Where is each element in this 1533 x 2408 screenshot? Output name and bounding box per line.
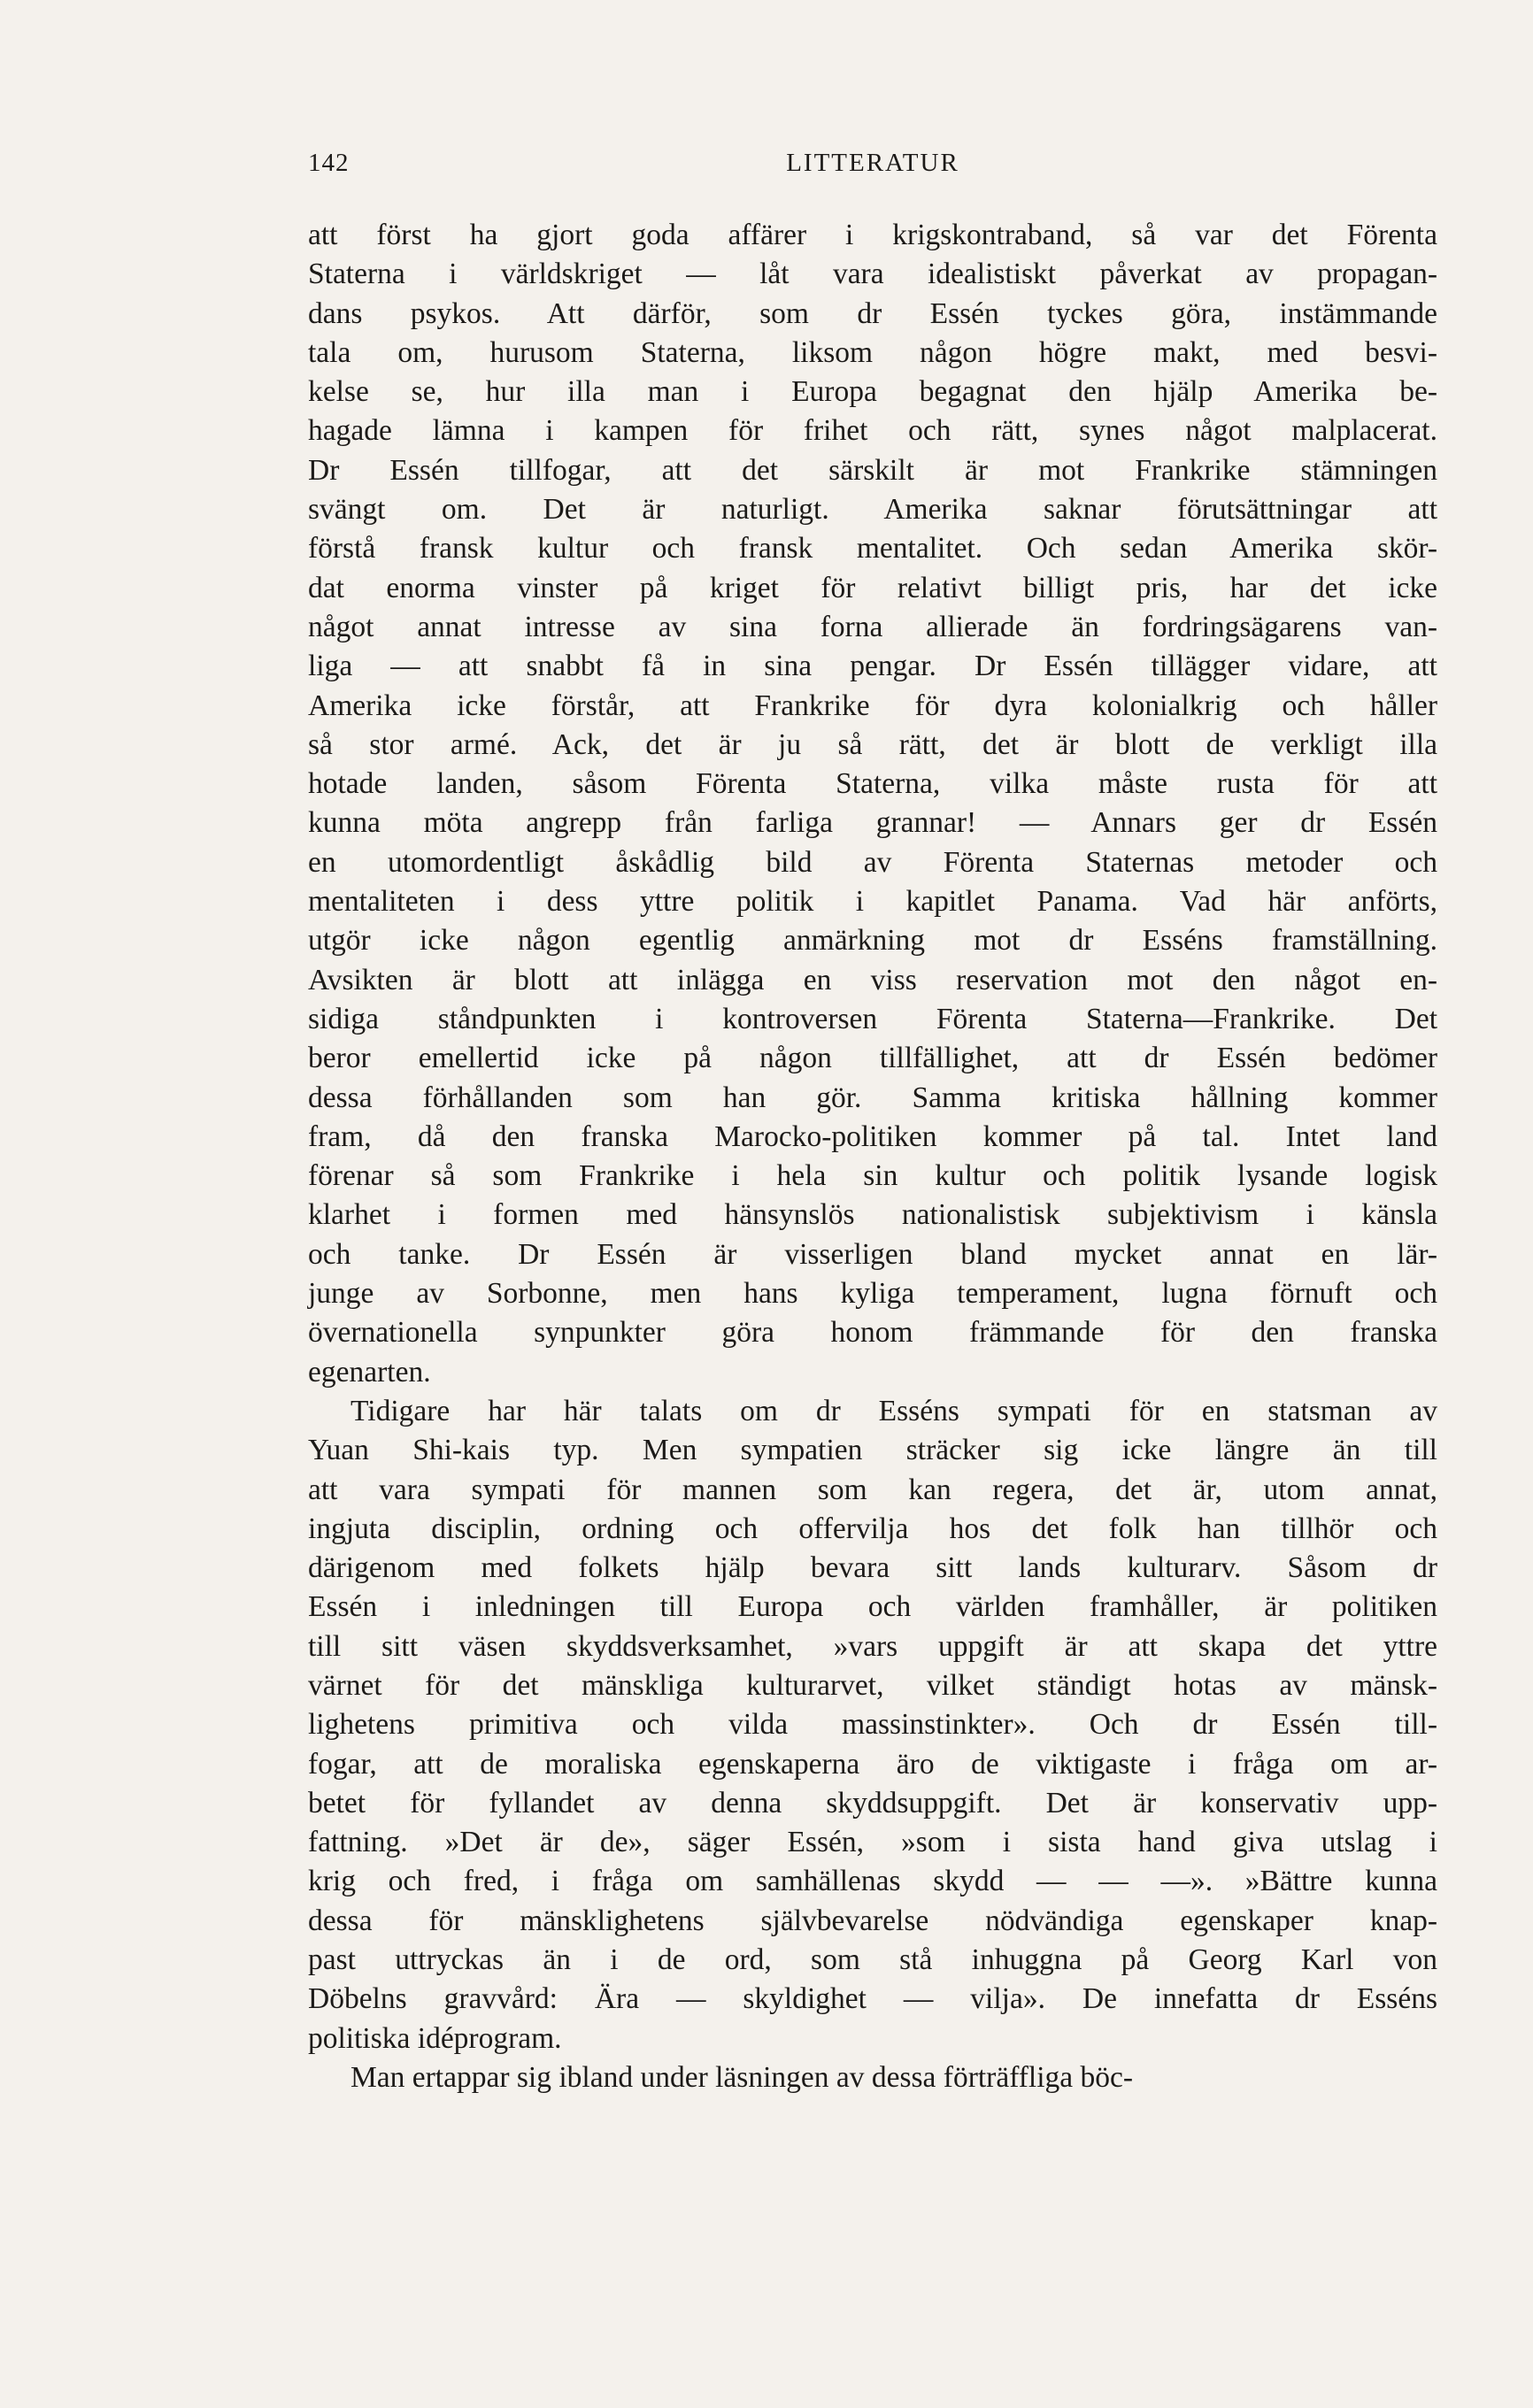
text-line: dat enorma vinster på kriget för relativt billigt pris, har det icke	[308, 571, 1437, 604]
text-line: politiska idéprogram.	[308, 2021, 562, 2055]
text-line: junge av Sorbonne, men hans kyliga temperament, lugna förnuft och	[308, 1277, 1437, 1311]
text-line: något annat intresse av sina forna allierade än fordringsägarens van-	[308, 610, 1437, 643]
text-line: Essén i inledningen till Europa och världen framhåller, är politiken	[308, 1590, 1437, 1624]
text-line: dessa för mänsklighetens självbevarelse nödvändiga egenskaper knap-	[308, 1904, 1437, 1937]
text-line: utgör icke någon egentlig anmärkning mot dr Esséns framställning.	[308, 924, 1437, 958]
text-line: och tanke. Dr Essén är visserligen bland mycket annat en lär-	[308, 1237, 1437, 1271]
text-line: en utomordentligt åskådlig bild av Förenta Staternas metoder och	[308, 845, 1437, 879]
text-line: Dr Essén tillfogar, att det särskilt är mot Frankrike stämningen	[308, 453, 1437, 487]
text-line: past uttryckas än i de ord, som stå inhuggna på Georg Karl von	[308, 1943, 1437, 1977]
text-line: betet för fyllandet av denna skyddsuppgift. Det är konservativ upp-	[308, 1786, 1437, 1819]
paragraph	[308, 1392, 1437, 2058]
text-line: lighetens primitiva och vilda massinstinkter». Och dr Essén till-	[308, 1708, 1437, 1742]
text-line: Avsikten är blott att inlägga en viss reservation mot den något en-	[308, 963, 1437, 996]
text-line: Döbelns gravvård: Ära — skyldighet — vilja». De innefatta dr Esséns	[308, 1982, 1437, 2016]
text-line: till sitt väsen skyddsverksamhet, »vars uppgift är att skapa det yttre	[308, 1629, 1437, 1663]
text-line: sidiga ståndpunkten i kontroversen Förenta Staterna—Frankrike. Det	[308, 1002, 1437, 1035]
text-line: dessa förhållanden som han gör. Samma kritiska hållning kommer	[308, 1081, 1437, 1114]
text-line: fogar, att de moraliska egenskaperna äro de viktigaste i fråga om ar-	[308, 1747, 1437, 1781]
text-line: hotade landen, såsom Förenta Staterna, vilka måste rusta för att	[308, 767, 1437, 801]
text-line: övernationella synpunkter göra honom främmande för den franska	[308, 1316, 1437, 1350]
text-line: att först ha gjort goda affärer i krigskontraband, så var det Förenta	[308, 219, 1437, 251]
text-line: fram, då den franska Marocko-politiken kommer på tal. Intet land	[308, 1119, 1437, 1153]
text-line: dans psykos. Att därför, som dr Essén tyckes göra, instämmande	[308, 296, 1437, 330]
text-line: därigenom med folkets hjälp bevara sitt lands kulturarv. Såsom dr	[308, 1551, 1437, 1585]
running-header	[308, 149, 1437, 184]
page-number: 142	[308, 149, 350, 177]
text-line: Man ertappar sig ibland under läsningen av dessa förträffliga böc-	[351, 2060, 1134, 2094]
body-text	[308, 216, 1437, 2097]
text-line: hagade lämna i kampen för frihet och rätt, synes något malplacerat.	[308, 414, 1437, 448]
text-line: Staterna i världskriget — låt vara idealistiskt påverkat av propagan-	[308, 258, 1437, 291]
text-line: egenarten.	[308, 1355, 431, 1389]
text-line: klarhet i formen med hänsynslös nationalistisk subjektivism i känsla	[308, 1198, 1437, 1232]
text-line: så stor armé. Ack, det är ju så rätt, det är blott de verkligt illa	[308, 727, 1437, 761]
text-line: ingjuta disciplin, ordning och offervilja hos det folk han tillhör och	[308, 1512, 1437, 1545]
text-line: kunna möta angrepp från farliga grannar! — Annars ger dr Essén	[308, 806, 1437, 840]
text-line: värnet för det mänskliga kulturarvet, vilket ständigt hotas av mänsk-	[308, 1668, 1437, 1702]
text-line: förenar så som Frankrike i hela sin kultur och politik lysande logisk	[308, 1159, 1437, 1193]
text-line: krig och fred, i fråga om samhällenas skydd — — —». »Bättre kunna	[308, 1865, 1437, 1898]
text-line: Yuan Shi-kais typ. Men sympatien sträcker sig icke längre än till	[308, 1434, 1437, 1467]
text-line: att vara sympati för mannen som kan regera, det är, utom annat,	[308, 1473, 1437, 1506]
text-line: tala om, hurusom Staterna, liksom någon högre makt, med besvi-	[308, 335, 1437, 369]
paragraph	[308, 216, 1437, 1392]
text-line: kelse se, hur illa man i Europa begagnat den hjälp Amerika be-	[308, 375, 1437, 409]
text-line: Tidigare har här talats om dr Esséns sympati för en statsman av	[351, 1394, 1437, 1427]
text-line: mentaliteten i dess yttre politik i kapitlet Panama. Vad här anförts,	[308, 885, 1437, 919]
text-line: liga — att snabbt få in sina pengar. Dr Essén tillägger vidare, att	[308, 650, 1437, 683]
text-line: beror emellertid icke på någon tillfällighet, att dr Essén bedömer	[308, 1042, 1437, 1075]
text-line: svängt om. Det är naturligt. Amerika saknar förutsättningar att	[308, 493, 1437, 527]
paragraph	[308, 2058, 1437, 2097]
text-line: förstå fransk kultur och fransk mentalitet. Och sedan Amerika skör-	[308, 532, 1437, 565]
text-line: Amerika icke förstår, att Frankrike för dyra kolonialkrig och håller	[308, 689, 1437, 722]
text-line: fattning. »Det är de», säger Essén, »som i sista hand giva utslag i	[308, 1826, 1437, 1859]
running-title: LITTERATUR	[786, 149, 959, 177]
